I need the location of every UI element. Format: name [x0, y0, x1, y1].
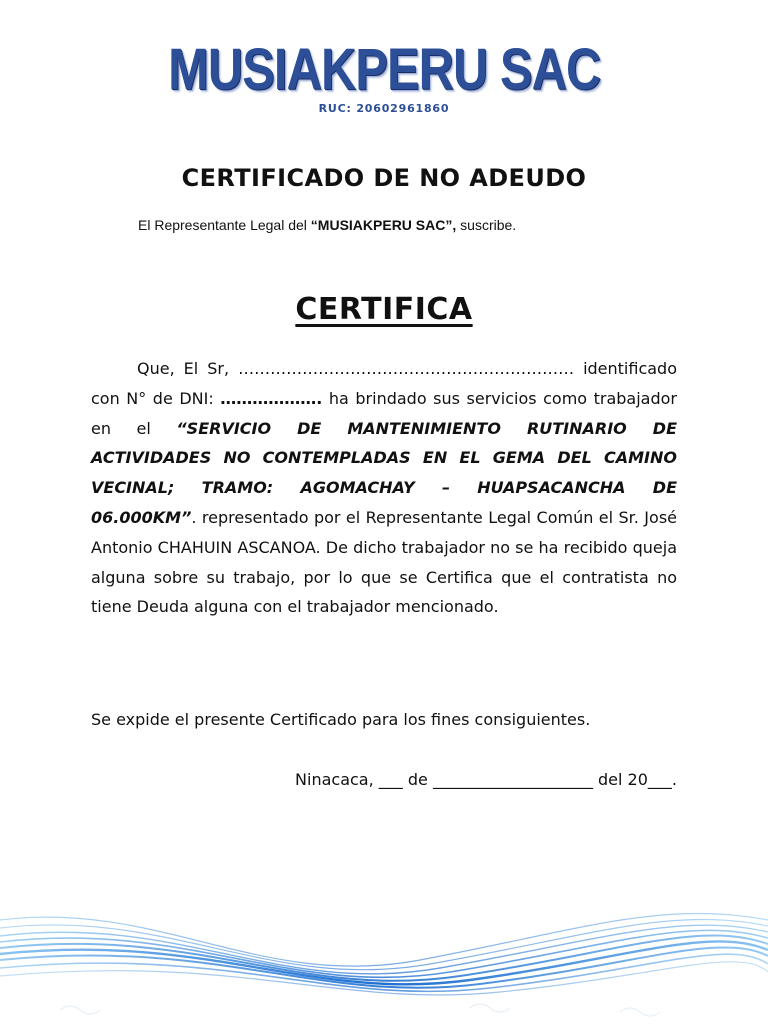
certificate-body	[91, 354, 677, 622]
intro-after: suscribe.	[456, 217, 517, 233]
body-part2: ha brindado sus servicios como trabajador en el	[91, 388, 678, 438]
ruc-number: RUC: 20602961860	[318, 102, 450, 115]
logo-text: MUSIAKPERU SAC	[167, 37, 601, 102]
intro-company: “MUSIAKPERU SAC”,	[310, 217, 457, 233]
dni-blank: ……………….	[220, 388, 323, 408]
body-part3: . representado por el Representante Legal Común el Sr. José Antonio CHAHUIN ASCANOA. De dicho trabajador no se ha recibido queja alguna sobre su trabajo, por lo que se Certifica que el contratista no tiene Deuda alguna con el trabajador mencionado.	[91, 507, 677, 617]
document-title: CERTIFICADO DE NO ADEUDO	[181, 164, 587, 192]
body-part1: Que, El Sr, ……………………………………………………… identificado con N° de DNI:	[91, 359, 677, 408]
closing-statement: Se expide el presente Certificado para los fines consiguientes.	[91, 710, 591, 729]
project-name: “SERVICIO DE MANTENIMIENTO RUTINARIO DE ACTIVIDADES NO CONTEMPLADAS EN EL GEMA DEL CAMINO VECINAL; TRAMO: AGOMACHAY – HUAPSACANCHA DE 06.000KM”	[91, 418, 677, 527]
decorative-waves	[0, 880, 768, 1024]
company-logo	[0, 38, 768, 102]
certifica-heading: CERTIFICA	[295, 292, 473, 327]
intro-before: El Representante Legal del	[138, 217, 311, 233]
place-date-line: Ninacaca, ___ de ____________________ del 20___.	[295, 770, 677, 789]
intro-line	[138, 217, 516, 233]
